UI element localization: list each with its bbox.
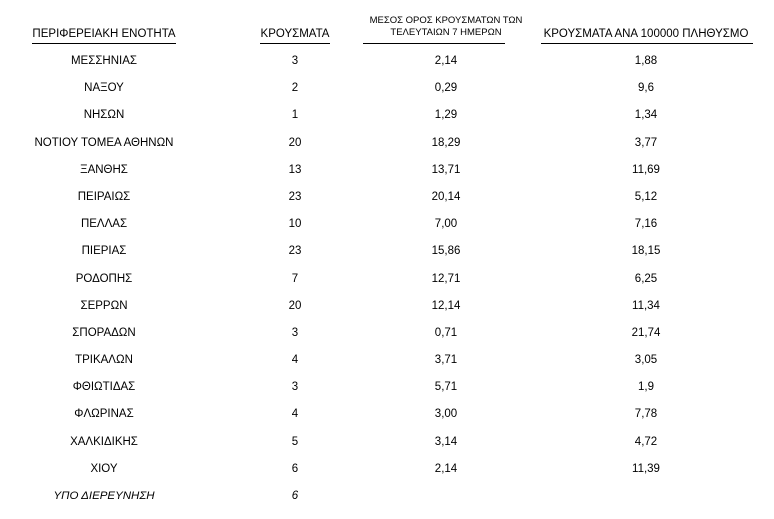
cell-cases: 1: [291, 109, 299, 122]
table-row: [0, 428, 774, 455]
table-row: [0, 210, 774, 237]
cell-7day-average: 1,29: [434, 109, 458, 122]
table-row: [0, 237, 774, 264]
cell-cases-per-100k: 1,9: [638, 381, 654, 394]
cell-cases: 3: [291, 381, 299, 394]
cell-cases: 2: [291, 82, 299, 95]
cell-cases: 3: [291, 326, 299, 339]
cell-region: ΠΕΛΛΑΣ: [80, 218, 128, 231]
cell-cases-per-100k: 21,74: [631, 326, 661, 339]
cell-cases-per-100k: 7,78: [634, 408, 658, 421]
table-row: [0, 482, 774, 509]
cell-region: ΥΠΟ ΔΙΕΡΕΥΝΗΣΗ: [53, 490, 155, 502]
table-row: [0, 455, 774, 482]
cell-cases-per-100k: 3,05: [634, 354, 658, 367]
cell-cases-per-100k: 7,16: [634, 218, 658, 231]
cell-region: ΡΟΔΟΠΗΣ: [75, 272, 133, 285]
cell-region: ΦΘΙΩΤΙΔΑΣ: [72, 381, 136, 394]
cell-cases-per-100k: 18,15: [631, 245, 661, 258]
table-row: [0, 129, 774, 156]
cell-region: ΠΕΙΡΑΙΩΣ: [77, 190, 131, 203]
cell-cases: 13: [288, 163, 302, 176]
cell-cases-per-100k: 11,69: [632, 163, 660, 176]
cell-7day-average: 12,14: [431, 299, 461, 312]
table-row: [0, 156, 774, 183]
cell-7day-average: 3,71: [434, 354, 458, 367]
table-row: [0, 292, 774, 319]
cell-cases-per-100k: 5,12: [634, 190, 658, 203]
header-7day-average: ΜΕΣΟΣ ΟΡΟΣ ΚΡΟΥΣΜΑΤΩΝ ΤΩΝ ΤΕΛΕΥΤΑΙΩΝ 7 ΗΜΕΡΩΝ: [369, 15, 523, 38]
cell-7day-average: 18,29: [431, 136, 461, 149]
cell-region: ΝΑΞΟΥ: [84, 82, 124, 95]
cell-cases: 4: [291, 354, 299, 367]
table-row: [0, 47, 774, 74]
cell-region: ΠΙΕΡΙΑΣ: [81, 245, 127, 258]
cell-region: ΜΕΣΣΗΝΙΑΣ: [70, 55, 138, 67]
cell-cases: 23: [288, 190, 302, 203]
cell-region: ΞΑΝΘΗΣ: [80, 163, 128, 176]
header-cases: ΚΡΟΥΣΜΑΤΑ: [260, 28, 330, 40]
cell-cases: 6: [291, 490, 299, 502]
cell-region: ΦΛΩΡΙΝΑΣ: [74, 408, 134, 421]
cell-cases-per-100k: 1,88: [634, 55, 658, 67]
cell-region: ΣΠΟΡΑΔΩΝ: [72, 326, 136, 339]
cell-cases: 20: [288, 136, 302, 149]
header-underline-cases-per-100k: [541, 43, 753, 44]
cell-cases: 3: [291, 55, 299, 67]
cell-cases-per-100k: 11,34: [632, 299, 660, 312]
cell-cases: 20: [288, 299, 302, 312]
cell-cases: 5: [291, 435, 299, 448]
cell-cases: 10: [288, 218, 302, 231]
table-row: [0, 74, 774, 101]
table-header: [0, 12, 774, 42]
cell-7day-average: 12,71: [431, 272, 461, 285]
header-underline-7day-average: [363, 43, 505, 44]
cell-region: ΝΗΣΩΝ: [83, 109, 125, 122]
cell-7day-average: 2,14: [434, 462, 458, 475]
cell-region: ΧΑΛΚΙΔΙΚΗΣ: [70, 435, 138, 448]
cell-region: ΧΙΟΥ: [90, 462, 118, 475]
header-underline-cases: [260, 43, 330, 44]
cell-7day-average: 15,86: [431, 245, 461, 258]
cell-cases-per-100k: 11,39: [632, 462, 660, 475]
cell-cases-per-100k: 1,34: [634, 109, 658, 122]
cell-7day-average: 3,14: [434, 435, 458, 448]
cell-region: ΤΡΙΚΑΛΩΝ: [75, 354, 133, 367]
cell-cases-per-100k: 4,72: [634, 435, 658, 448]
cell-region: ΝΟΤΙΟΥ ΤΟΜΕΑ ΑΘΗΝΩΝ: [34, 136, 174, 149]
cell-7day-average: 0,71: [434, 326, 458, 339]
table-row: [0, 319, 774, 346]
cell-cases-per-100k: 6,25: [634, 272, 658, 285]
cell-cases-per-100k: 9,6: [638, 82, 654, 95]
cell-cases-per-100k: 3,77: [634, 136, 658, 149]
table-row: [0, 373, 774, 400]
header-region: ΠΕΡΙΦΕΡΕΙΑΚΗ ΕΝΟΤΗΤΑ: [32, 28, 176, 40]
cell-7day-average: 0,29: [434, 82, 458, 95]
table-row: [0, 346, 774, 373]
table-row: [0, 183, 774, 210]
table-row: [0, 101, 774, 128]
cell-cases: 23: [288, 245, 302, 258]
table-body: [0, 47, 774, 509]
cell-cases: 6: [291, 462, 299, 475]
cell-cases: 4: [291, 408, 299, 421]
header-cases-per-100k: ΚΡΟΥΣΜΑΤΑ ΑΝΑ 100000 ΠΛΗΘΥΣΜΟ: [543, 28, 749, 40]
cell-7day-average: 7,00: [434, 218, 458, 231]
cell-7day-average: 3,00: [434, 408, 458, 421]
table-row: [0, 400, 774, 427]
cell-region: ΣΕΡΡΩΝ: [80, 299, 128, 312]
cell-7day-average: 20,14: [431, 190, 461, 203]
table-row: [0, 265, 774, 292]
cell-7day-average: 5,71: [434, 381, 458, 394]
cell-cases: 7: [291, 272, 299, 285]
cell-7day-average: 13,71: [431, 163, 461, 176]
cell-7day-average: 2,14: [434, 55, 458, 67]
header-underline-region: [32, 43, 176, 44]
